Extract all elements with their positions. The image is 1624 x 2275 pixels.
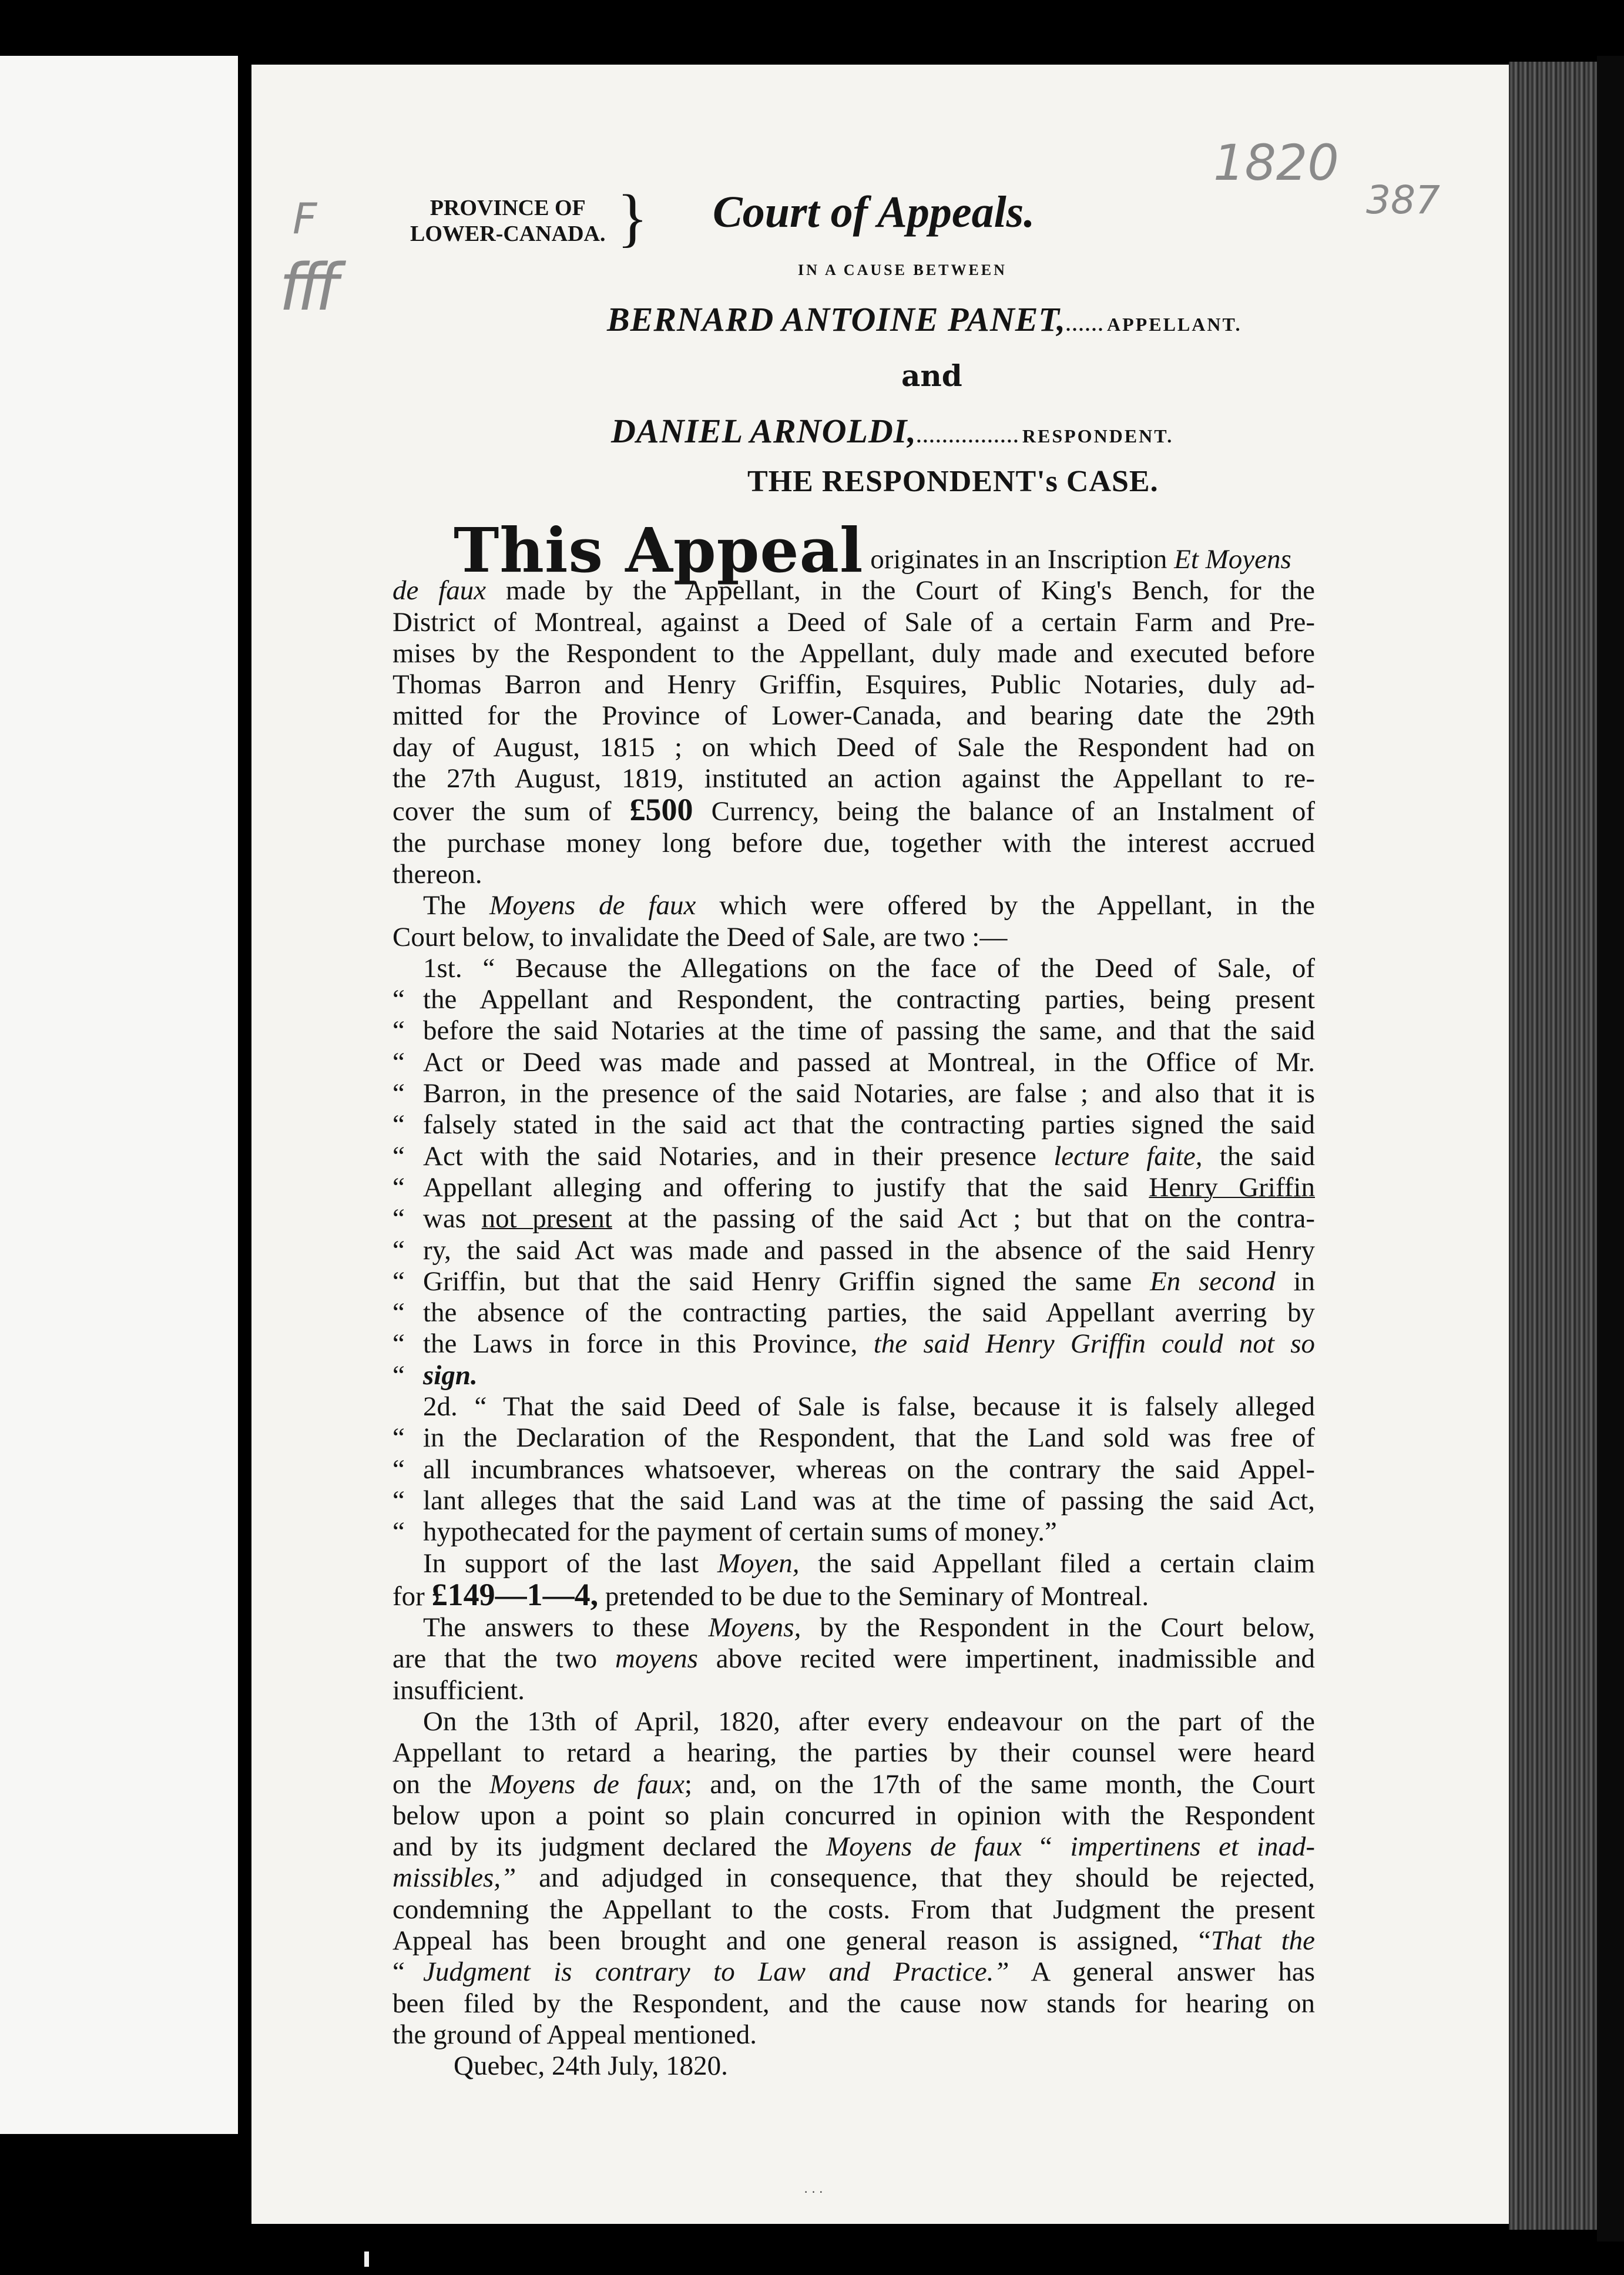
book-edge-shadow [1597,56,1624,2242]
text-run: and by its judgment declared the [392,1831,808,1863]
paragraph-5-line: Appellant to retard a hearing, the parties by their counsel were heard [392,1737,1315,1769]
case-title: THE RESPONDENT's CASE. [747,465,1159,498]
text-run: pretended to be due to the Seminary of Montreal. [605,1581,1149,1612]
text-run: above recited were impertinent, inadmissible and [716,1643,1316,1675]
handwritten-mark-1: F [293,194,317,243]
moyen-1 [392,953,1315,1391]
paragraph-5-line: the ground of Appeal mentioned. [392,2019,757,2050]
signoff-date: Quebec, 24th July, 1820. [454,2051,728,2082]
handwritten-number: 387 [1366,177,1440,223]
underlined-run: not present [481,1203,612,1234]
province-line-2: LOWER-CANADA. [410,222,606,246]
paragraph-5 [392,1706,1315,2051]
paragraph-4-line [392,1612,1315,1643]
paragraph-1-line [392,514,1315,586]
paragraph-2-line [392,890,1315,921]
text-run: Appellant alleging and offering to justify that the said [423,1172,1128,1203]
moyen-1-line [392,1360,1315,1391]
text-run: are that the two [392,1643,598,1675]
moyen-2-line: “ in the Declaration of the Respondent, that the Land sold was free of [392,1422,1315,1454]
paragraph-3-line [392,1548,1315,1579]
paragraph-1-line: thereon. [392,858,482,890]
paragraph-4-line [392,1643,1315,1675]
text-run: the said [1219,1140,1316,1172]
paragraph-3-line [392,1576,1315,1612]
italic-run: de faux [392,575,486,606]
text-run: on the [392,1769,472,1800]
text-run: the said Appellant filed a certain claim [818,1548,1316,1579]
text-run: Griffin, but that the said Henry Griffin signed the same [423,1266,1132,1297]
italic-run: impertinens et inad- [1070,1831,1316,1863]
paragraph-1-line: mises by the Respondent to the Appellant, duly made and executed before [392,637,1315,669]
brace-glyph: } [617,182,648,253]
paragraph-1-line: the purchase money long before due, together with the interest accrued [392,827,1315,858]
moyen-1-line: “ before the said Notaries at the time of passing the same, and that the said [392,1015,1315,1046]
italic-run: Moyens de faux [826,1831,1022,1863]
text-run: “ [1039,1831,1052,1863]
text-run: originates in an Inscription [870,544,1167,575]
paragraph-1-line: mitted for the Province of Lower-Canada, and bearing date the 29th [392,700,1315,732]
moyen-1-line: 1st. “ Because the Allegations on the face of the Deed of Sale, of [423,952,1315,984]
text-run: the Laws in force in this Province, [423,1328,858,1360]
moyen-1-line: “ the absence of the contracting parties, the said Appellant averring by [392,1297,1315,1328]
paragraph-1-line [392,575,1315,606]
appellant-name: BERNARD ANTOINE PANET, [607,300,1066,338]
text-run: ; and, on the 17th of the same month, the Court [685,1769,1316,1800]
paragraph-5-line [392,1863,1315,1894]
paragraph-5-line: condemning the Appellant to the costs. From that Judgment the present [392,1894,1315,1925]
paragraph-5-line: On the 13th of April, 1820, after every endeavour on the part of the [423,1706,1315,1737]
paragraph-1-line: day of August, 1815 ; on which Deed of Sale the Respondent had on [392,732,1315,763]
italic-run: Moyens de faux [489,1769,685,1800]
paragraph-2 [392,890,1315,953]
appellant-dots: ...... [1066,314,1105,335]
paragraph-5-line [392,1957,1315,1988]
italic-run: Moyens, [708,1612,801,1643]
text-run: made by the Appellant, in the Court of King's Bench, for the [505,575,1316,606]
paragraph-1-line: the 27th August, 1819, instituted an action against the Appellant to re- [392,763,1315,794]
text-run: cover the sum of [392,796,612,827]
opening-words: This Appeal [454,514,864,586]
respondent-role: RESPONDENT. [1022,425,1174,447]
moyen-1-line [392,1266,1315,1297]
italic-run: En second [1150,1266,1276,1297]
appellant-role: APPELLANT. [1107,314,1242,335]
italic-run: sign. [423,1360,478,1391]
case-body [392,514,1316,2082]
paragraph-1-line [392,794,1315,827]
text-run: at the passing of the said Act ; but that on the contra- [628,1203,1316,1234]
italic-run: missibles,” [392,1863,516,1894]
paragraph-1-line: District of Montreal, against a Deed of Sale of a certain Farm and Pre- [392,606,1315,637]
paragraph-5-line [392,1769,1315,1800]
handwritten-mark-2: fff [279,250,334,325]
moyen-2 [392,1391,1315,1548]
respondent-line [611,411,1173,451]
moyen-2-line: “ all incumbrances whatsoever, whereas on the contrary the said Appel- [392,1454,1315,1485]
paragraph-1-line: Thomas Barron and Henry Griffin, Esquires, Public Notaries, duly ad- [392,669,1315,700]
moyen-1-line: “ ry, the said Act was made and passed in the absence of the said Henry [392,1235,1315,1266]
moyen-1-line: “ falsely stated in the said act that the contracting parties signed the said [392,1109,1315,1140]
respondent-dots: ................ [916,425,1020,447]
moyen-1-line: “ Act or Deed was made and passed at Montreal, in the Office of Mr. [392,1047,1315,1078]
paragraph-5-line [392,1831,1315,1863]
respondent-name: DANIEL ARNOLDI, [611,412,917,450]
amount: £500 [629,792,693,828]
bottom-printer-mark: · · · [804,2185,823,2199]
text-run: which were offered by the Appellant, in the [719,890,1316,921]
book-edge [1509,62,1597,2230]
moyen-1-line: “ the Appellant and Respondent, the contracting parties, being present [392,984,1315,1015]
italic-run: the said Henry Griffin could not so [873,1328,1316,1360]
paragraph-1 [392,514,1316,890]
italic-run: moyens [615,1643,698,1675]
italic-run: Moyens de faux [489,890,696,921]
moyen-2-line: 2d. “ That the said Deed of Sale is false, because it is falsely alleged [423,1391,1315,1422]
moyen-1-line [392,1172,1315,1203]
paragraph-4 [392,1612,1315,1706]
facing-page [0,56,238,2134]
text-run: by the Respondent in the Court below, [820,1612,1316,1643]
appellant-line [607,300,1242,339]
paragraph-2-line: Court below, to invalidate the Deed of Sale, are two :— [392,921,1008,952]
scan-artifact [364,2251,369,2267]
paragraph-3 [392,1548,1315,1613]
province-label [410,195,606,247]
paragraph-5-line: been filed by the Respondent, and the cause now stands for hearing on [392,1988,1315,2019]
text-run: The [423,890,467,921]
text-run: in [1293,1266,1316,1297]
cause-caption: IN A CAUSE BETWEEN [798,261,1007,278]
handwritten-year: 1820 [1213,134,1339,192]
moyen-2-line: “ hypothecated for the payment of certain sums of money.” [392,1516,1315,1548]
moyen-1-line [392,1203,1315,1234]
underlined-run: Henry Griffin [1149,1172,1315,1203]
italic-run: Judgment is contrary to Law and Practice.” [423,1957,1009,1988]
italic-run: Et Moyens [1174,544,1291,575]
moyen-1-line [392,1328,1315,1360]
province-line-1: PROVINCE OF [430,196,586,220]
italic-run: Moyen, [717,1548,800,1579]
text-run: A general answer has [1031,1957,1315,1988]
text-run: Currency, being the balance of an Instalment of [711,796,1315,827]
text-run: Appeal has been brought and one general reason is assigned, “ [392,1925,1211,1957]
text-run: for [392,1581,425,1612]
moyen-1-line [392,1141,1315,1172]
text-run: The answers to these [423,1612,690,1643]
paragraph-5-line [392,1925,1315,1957]
italic-run: lecture faite, [1053,1140,1203,1172]
court-title: Court of Appeals. [713,187,1035,237]
amount: £149—1—4, [431,1576,599,1612]
paragraph-5-line: below upon a point so plain concurred in opinion with the Respondent [392,1800,1315,1831]
text-run: and adjudged in consequence, that they should be rejected, [539,1863,1315,1894]
text-run: was [423,1203,467,1234]
italic-run: That the [1210,1925,1315,1957]
paragraph-4-line: insufficient. [392,1675,525,1706]
text-run: Act with the said Notaries, and in their presence [423,1140,1037,1172]
moyen-2-line: “ lant alleges that the said Land was at the time of passing the said Act, [392,1485,1315,1516]
text-run: In support of the last [423,1548,699,1579]
moyen-1-line: “ Barron, in the presence of the said Notaries, are false ; and also that it is [392,1078,1315,1109]
and-word: and [901,358,962,393]
